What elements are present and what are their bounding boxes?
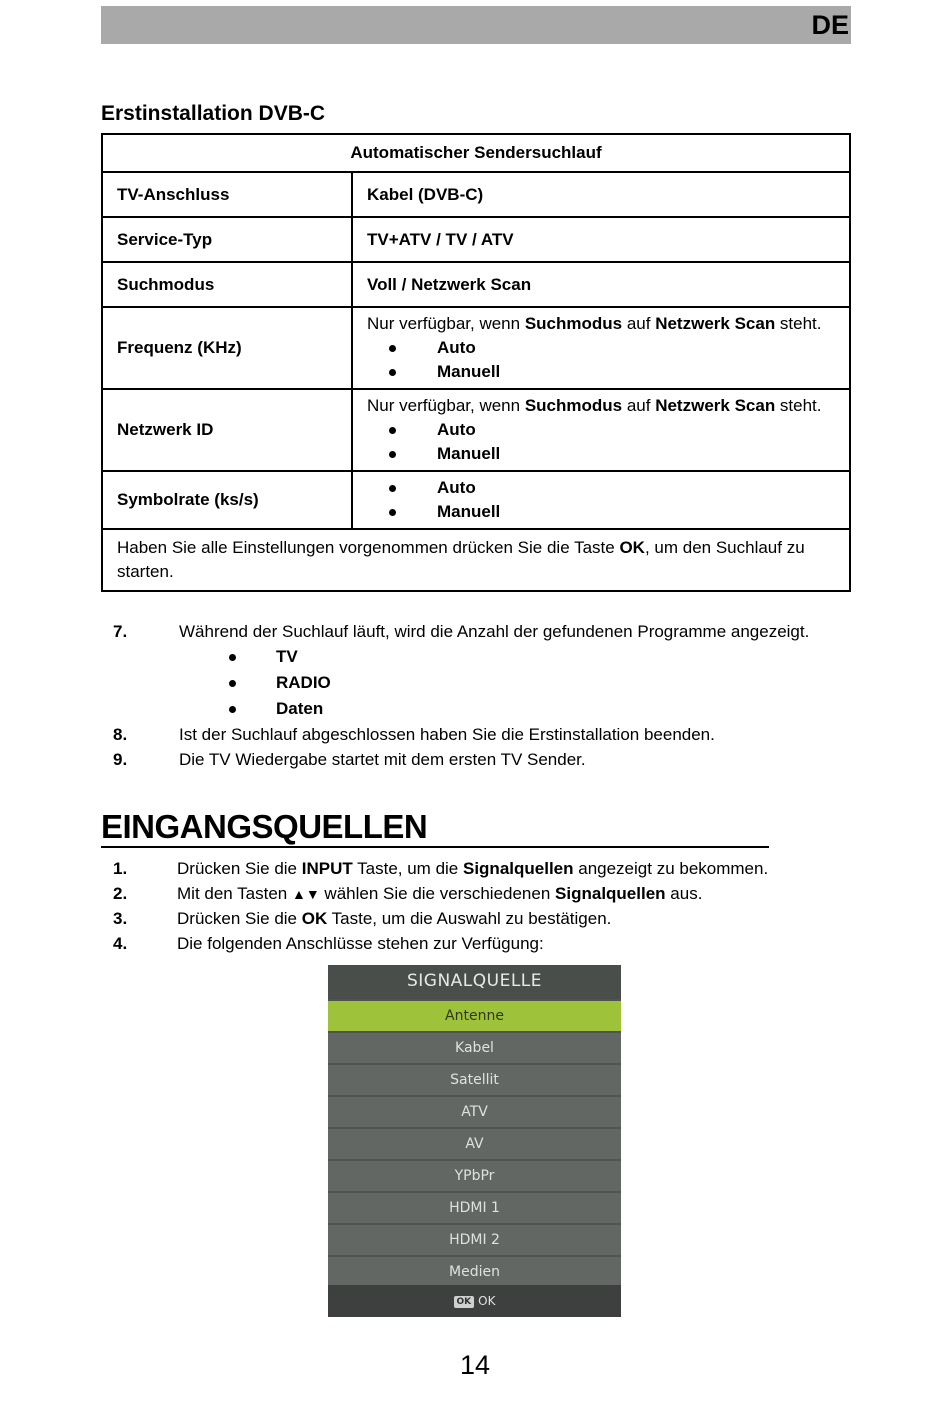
step-number: 4. [113,934,128,953]
table-row-frequency [102,307,850,389]
section-title: Erstinstallation DVB-C [101,102,326,125]
step-number: 9. [113,750,128,769]
step-item [101,747,851,772]
row-label: Service-Typ [102,217,352,262]
row-label: Frequenz (KHz) [102,307,352,389]
step-item [101,931,851,956]
bullet-icon [229,654,236,661]
page-number: 14 [459,1350,491,1380]
bullet-icon [229,680,236,687]
menu-item-antenne[interactable]: Antenne [328,1001,621,1031]
table-heading-row [102,134,850,172]
footer-label: OK [478,1294,496,1308]
list-item: Manuell [367,360,835,384]
header-bar [101,6,851,44]
network-description [352,389,850,471]
menu-item-hdmi2[interactable]: HDMI 2 [328,1225,621,1255]
step-text: Die folgenden Anschlüsse stehen zur Verfügung: [177,934,544,953]
row-label: Netzwerk ID [102,389,352,471]
row-value: TV+ATV / TV / ATV [352,217,850,262]
option-list [367,476,835,524]
table-row [102,262,850,307]
option-list [367,418,835,466]
list-item: Daten [101,696,851,722]
menu-item-ypbpr[interactable]: YPbPr [328,1161,621,1191]
menu-item-hdmi1[interactable]: HDMI 1 [328,1193,621,1223]
bullet-icon [389,345,396,352]
signal-source-menu [328,965,621,1317]
step-text: Während der Suchlauf läuft, wird die Anzahl der gefundenen Programme angezeigt. [179,622,810,641]
step-item [101,881,851,906]
table-row-network [102,389,850,471]
row-label: Symbolrate (ks/s) [102,471,352,529]
list-item: Auto [367,476,835,500]
menu-item-medien[interactable]: Medien [328,1257,621,1287]
frequency-description [352,307,850,389]
step-number: 3. [113,909,128,928]
table-row-symbolrate [102,471,850,529]
step-item [101,906,851,931]
menu-item-kabel[interactable]: Kabel [328,1033,621,1063]
bullet-icon [389,369,396,376]
step-number: 7. [113,622,128,641]
table-row [102,217,850,262]
table-heading: Automatischer Sendersuchlauf [102,134,850,172]
menu-title: SIGNALQUELLE [328,965,621,999]
scan-type-list [101,644,851,722]
menu-footer [328,1285,621,1317]
scan-steps [101,619,851,772]
availability-note: Nur verfügbar, wenn Suchmodus auf Netzwerk Scan steht. [367,396,822,415]
step-text: Mit den Tasten ▲▼ wählen Sie die verschiedenen Signalquellen aus. [177,884,703,903]
list-item: Manuell [367,500,835,524]
step-item [101,856,851,881]
step-number: 2. [113,884,128,903]
up-down-arrows-icon: ▲▼ [291,886,320,902]
row-label: TV-Anschluss [102,172,352,217]
bullet-icon [389,509,396,516]
symbolrate-options [352,471,850,529]
bullet-icon [389,451,396,458]
step-item [101,619,851,644]
step-text: Drücken Sie die OK Taste, um die Auswahl zu bestätigen. [177,909,612,928]
availability-note: Nur verfügbar, wenn Suchmodus auf Netzwerk Scan steht. [367,314,822,333]
row-label: Suchmodus [102,262,352,307]
row-value: Voll / Netzwerk Scan [352,262,850,307]
list-item: Auto [367,336,835,360]
step-text: Ist der Suchlauf abgeschlossen haben Sie die Erstinstallation beenden. [179,725,715,744]
list-item: Auto [367,418,835,442]
menu-item-atv[interactable]: ATV [328,1097,621,1127]
list-item: TV [101,644,851,670]
step-item [101,722,851,747]
language-code: DE [811,10,849,40]
option-list [367,336,835,384]
ok-key-icon: OK [454,1296,475,1308]
list-item: RADIO [101,670,851,696]
step-text: Die TV Wiedergabe startet mit dem ersten TV Sender. [179,750,586,769]
settings-table [101,133,851,592]
step-number: 1. [113,859,128,878]
row-value: Kabel (DVB-C) [352,172,850,217]
step-text: Drücken Sie die INPUT Taste, um die Signalquellen angezeigt zu bekommen. [177,859,769,878]
bullet-icon [389,485,396,492]
step-number: 8. [113,725,128,744]
inputs-title: EINGANGSQUELLEN [101,808,769,848]
input-steps [101,856,851,956]
table-note: Haben Sie alle Einstellungen vorgenommen drücken Sie die Taste OK, um den Suchlauf zu starten. [102,529,850,591]
list-item: Manuell [367,442,835,466]
menu-item-av[interactable]: AV [328,1129,621,1159]
table-row [102,172,850,217]
table-note-row [102,529,850,591]
menu-item-satellit[interactable]: Satellit [328,1065,621,1095]
bullet-icon [229,706,236,713]
bullet-icon [389,427,396,434]
